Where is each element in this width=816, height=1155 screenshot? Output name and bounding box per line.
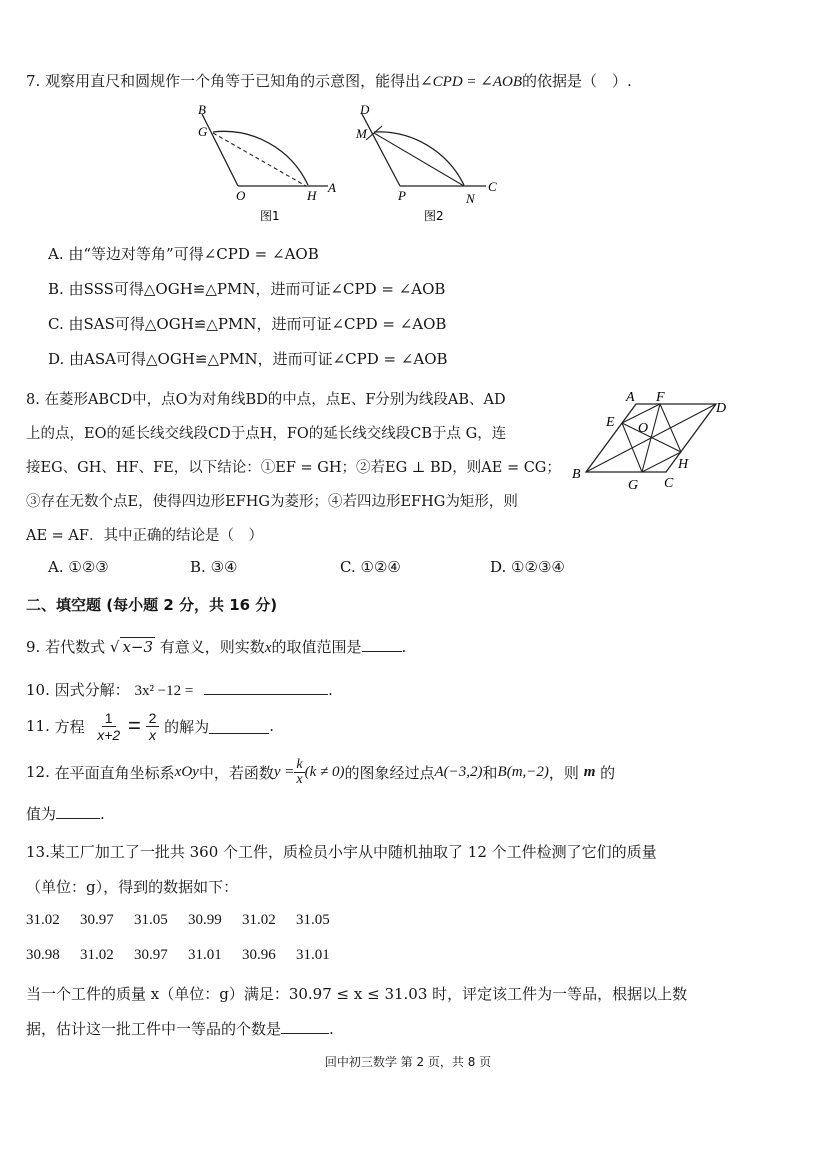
option-label: A. [48, 558, 64, 576]
fig2-label-m: M [356, 126, 367, 141]
fig1-label-a: A [328, 180, 336, 195]
option-label: C. [340, 558, 356, 576]
data-cell: 30.97 [134, 947, 168, 963]
option-label: B. [190, 558, 206, 576]
segment-fg [642, 404, 660, 472]
q12-text-e: 的 [600, 763, 616, 782]
q13-text-1: 某工厂加工了一批共 360 个工件，质检员小宇从中随机抽取了 12 个工件检测了它们的质量 [49, 843, 657, 861]
option-label: B. [48, 280, 64, 298]
q11-end: . [269, 717, 274, 735]
fig2-label-p: P [398, 188, 406, 203]
data-cell: 31.02 [242, 912, 276, 928]
q11-right-fraction [146, 710, 160, 743]
q13-answer-blank[interactable] [281, 1018, 329, 1034]
q8-option-d [490, 558, 565, 576]
q12-y: y = [273, 763, 295, 780]
q9-text-c: 的取值范围是 [271, 638, 362, 656]
q12-point-a: A(−3,2) [434, 763, 483, 780]
q10-end: . [328, 681, 333, 699]
q9-var: x [264, 640, 272, 656]
fig1-ray-ob [202, 114, 238, 186]
fig1-label-h: H [307, 188, 317, 203]
fig1-caption: 图1 [260, 209, 280, 223]
q7-figure-2 [352, 100, 512, 228]
rhombus-label-g: G [628, 478, 639, 492]
q8-option-a [48, 558, 109, 576]
fig2-label-d: D [360, 102, 370, 117]
q12-answer-blank[interactable] [56, 803, 100, 819]
q11-right-denominator: x [148, 726, 156, 743]
q12-condition: (k ≠ 0) [304, 763, 345, 780]
data-cell: 31.02 [80, 947, 114, 963]
section-note: (每小题 2 分，共 16 分) [106, 596, 278, 614]
fig1-label-b: B [198, 102, 206, 117]
q9-text-a: 若代数式 [45, 638, 106, 656]
option-text: 由SSS可得△OGH≌△PMN，进而可证∠CPD = ∠AOB [68, 280, 446, 298]
fig2-label-c: C [488, 179, 497, 194]
q11-left-fraction [94, 710, 123, 743]
q7-figure-1 [190, 100, 350, 228]
rhombus-label-h: H [678, 457, 689, 472]
q11-left-denominator: x+2 [97, 726, 121, 743]
data-cell: 30.97 [80, 912, 114, 928]
q12-text-a: 在平面直角坐标系 [54, 763, 175, 782]
q13-number: 13. [26, 843, 50, 861]
q10-text-a: 因式分解： [54, 681, 130, 699]
q12-end: . [100, 805, 105, 823]
q11 [26, 706, 274, 746]
q12-line-2 [26, 803, 105, 824]
q7-option-c [48, 313, 446, 334]
q9-text-b: 有意义，则实数 [159, 638, 265, 656]
q8-number: 8. [26, 392, 40, 408]
option-text: ③④ [210, 558, 238, 576]
q8-line-2: 上的点，EO的延长线交线段CD于点H，FO的延长线交线段CB于点 G，连 [26, 426, 507, 442]
rhombus-label-c: C [664, 476, 674, 491]
rhombus-label-e: E [606, 415, 615, 430]
rhombus-label-o: O [638, 421, 649, 436]
q12-text-d: ，则 [548, 763, 579, 782]
fig2-arc [374, 132, 464, 185]
q7-number: 7. [26, 72, 41, 90]
q12-text-c: 的图象经过点 [344, 763, 435, 782]
data-cell: 30.99 [188, 912, 222, 928]
rhombus-label-a: A [626, 390, 635, 405]
q7-option-a [48, 243, 319, 264]
option-label: D. [490, 558, 507, 576]
q10-expression: 3x² −12 = [134, 683, 194, 699]
q12-number: 12. [26, 763, 50, 781]
q7-option-d [48, 348, 448, 369]
q9-answer-blank[interactable] [362, 636, 402, 652]
rhombus-label-f: F [656, 390, 665, 405]
q9: 9. 若代数式 √ x−3 有意义，则实数x的取值范围是 . [26, 638, 407, 656]
data-cell: 31.01 [188, 947, 222, 963]
q11-text-b: 的解为 [164, 717, 210, 736]
option-text: ①②③ [68, 558, 109, 576]
q9-radicand: x−3 [122, 638, 154, 656]
q13-data-row-2 [26, 945, 350, 964]
q8-rhombus-figure [566, 388, 766, 492]
q12-line-1 [26, 752, 615, 792]
q7-stem-a: 观察用直尺和圆规作一个角等于已知角的示意图，能得出 [45, 72, 421, 90]
data-cell: 30.98 [26, 947, 60, 963]
q12-m: m [583, 763, 596, 780]
option-text: ①②④ [360, 558, 401, 576]
q13-line-4 [26, 1018, 334, 1039]
q10-number: 10. [26, 681, 50, 699]
section-2-heading [26, 594, 277, 615]
q11-number: 11. [26, 717, 50, 735]
q12-and: 和 [482, 763, 498, 782]
q9-end: . [401, 638, 407, 656]
q9-number: 9. [26, 638, 41, 656]
q8-option-b [190, 558, 237, 576]
q12-fraction [294, 758, 304, 787]
rhombus-label-b: B [572, 467, 581, 482]
data-cell: 31.01 [296, 947, 330, 963]
option-label: D. [48, 350, 65, 368]
q13-line-1 [26, 841, 657, 862]
data-cell: 31.05 [296, 912, 330, 928]
option-text: 由SAS可得△OGH≌△PMN，进而可证∠CPD = ∠AOB [68, 315, 447, 333]
q8-line-3: 接EG、GH、HF、FE，以下结论：①EF = GH；②若EG ⊥ BD，则AE = CG； [26, 460, 561, 476]
fig1-arc [213, 131, 308, 185]
fig2-label-n: N [466, 191, 475, 206]
option-text: 由ASA可得△OGH≌△PMN，进而可证∠CPD = ∠AOB [69, 350, 448, 368]
q13-data-row-1 [26, 910, 350, 929]
q8-stem [26, 383, 561, 553]
fig1-chord-gh [213, 133, 306, 186]
q7-stem-b: 的依据是（ ）. [522, 72, 632, 90]
option-label: A. [48, 245, 64, 263]
q11-text-a: 方程 [54, 717, 85, 736]
fig2-caption: 图2 [424, 209, 444, 223]
q11-right-numerator: 2 [146, 710, 160, 727]
data-cell: 30.96 [242, 947, 276, 963]
q12-point-b: B(m,−2) [497, 763, 549, 780]
q11-answer-blank[interactable] [209, 718, 269, 734]
q7-option-b [48, 278, 445, 299]
q12-denominator: x [296, 771, 303, 787]
q11-equals: = [127, 713, 141, 738]
q8-option-c [340, 558, 401, 576]
q13-line-3: 当一个工件的质量 x（单位：g）满足：30.97 ≤ x ≤ 31.03 时，评定该工件为一等品，根据以上数 [26, 985, 688, 1003]
section-title: 二、填空题 [26, 596, 102, 614]
q11-left-numerator: 1 [102, 710, 116, 727]
data-cell: 31.02 [26, 912, 60, 928]
option-label: C. [48, 315, 64, 333]
fig1-label-o: O [236, 188, 246, 203]
option-text: ①②③④ [511, 558, 565, 576]
q13-text-4: 据，估计这一批工件中一等品的个数是 [26, 1020, 282, 1038]
fig2-ray-pd [362, 114, 400, 186]
q10-answer-blank[interactable] [204, 679, 328, 695]
q10 [26, 679, 333, 700]
fig1-label-g: G [198, 124, 208, 139]
page-footer: 回中初三数学 第 2 页，共 8 页 [324, 1055, 492, 1069]
q7-stem [26, 70, 632, 91]
q13-end: . [329, 1020, 334, 1038]
q8-text-1: 在菱形ABCD中，点O为对角线BD的中点，点E、F分别为线段AB、AD [44, 392, 506, 408]
option-text: 由“等边对等角”可得∠CPD = ∠AOB [68, 245, 319, 263]
q7-stem-math: ∠CPD = ∠AOB [420, 74, 523, 90]
q12-numerator: k [296, 756, 303, 772]
q12-text-line2: 值为 [26, 805, 57, 823]
q8-line-1 [26, 383, 561, 417]
q8-line-5: AE = AF．其中正确的结论是（ ） [26, 528, 263, 544]
q8-line-4: ③存在无数个点E，使得四边形EFHG为菱形；④若四边形EFHG为矩形，则 [26, 494, 518, 510]
q12-text-b: 中，若函数 [198, 763, 274, 782]
q13-line-2: （单位：g），得到的数据如下： [26, 878, 239, 896]
rhombus-label-d: D [716, 401, 727, 416]
data-cell: 31.05 [134, 912, 168, 928]
q12-system: xOy [174, 763, 199, 780]
